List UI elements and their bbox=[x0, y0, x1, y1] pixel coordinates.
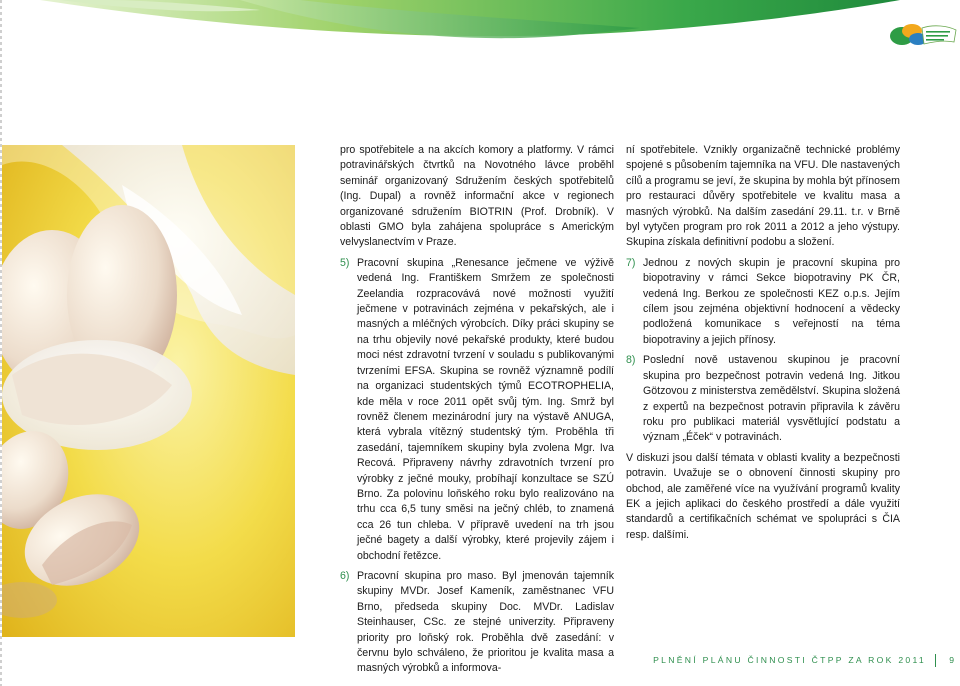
list-item-6 bbox=[340, 569, 614, 677]
garlic-photo bbox=[2, 145, 295, 637]
list-item-7 bbox=[626, 256, 900, 348]
page-number: 9 bbox=[949, 655, 954, 665]
platform-logo-icon bbox=[888, 20, 958, 50]
text-column-right bbox=[626, 143, 900, 543]
list-item-text: Pracovní skupina „Renesance ječmene ve výživě vedená Ing. Františkem Smržem ze společnosti Zeelandia rozpracovává nové možnosti využití ječmene v potravinách zejména v pekařských, ale i masných a mléčných výrobcích. Díky práci skupiny se na trhu objevily nové pekařské produkty, které budou moci nést zdravotní tvrzení v souladu s publikovanými tvrzeními EFSA. Skupina se rovněž významně podílí na organizaci studentských týmů ECOTROPHELIA, kde měla v roce 2011 opět svůj tým. Ing. Smrž byl rovněž členem mezinárodní jury na výstavě ANUGA, která vybrala vítězný studentský tým. Proběhla tři zasedání, tajemníkem skupiny byla zvolena Mgr. Iva Recová. Připraveny návrhy zdravotních tvrzení pro výrobky z ječné mouky, probíhají konzultace se SZÚ Brno. Za polovinu loňského roku bylo realizováno na trhu cca 6,5 tuny směsi na ječný chléb, to znamená cca 26 tun chleba. V přípravě uvedení na trh jsou ječné bagety a další výrobky, které projevily zájem i obchodní řetězce. bbox=[357, 256, 614, 562]
footer-title: PLNĚNÍ PLÁNU ČINNOSTI ČTPP ZA ROK 2011 bbox=[653, 655, 926, 665]
list-number: 6) bbox=[340, 569, 350, 582]
list-number: 8) bbox=[626, 354, 636, 367]
list-item-5 bbox=[340, 256, 614, 564]
list-item-text: Jednou z nových skupin je pracovní skupina pro biopotraviny v rámci Sekce biopotraviny PK ČR, vedená Ing. Berkou ze společnosti KEZ o.p.s. Jejím cílem jsou zejména objektivní hodnocení a vědecky podložená komunikace s veřejností na téma biopotraviny a jejich přínosy. bbox=[643, 256, 900, 346]
footer-divider bbox=[935, 654, 936, 667]
text-column-left bbox=[340, 143, 614, 677]
page-footer bbox=[640, 655, 958, 669]
continuation-paragraph: ní spotřebitele. Vznikly organizačně technické problémy spojené s působením tajemníka na VFU. Dle nastavených cílů a programu se jeví, že skupina by mohla být přínosem pro restauraci důvěry spotřebitele ve kvalitu masa a masných výrobků. Na dalším zasedání 29.11. t.r. v Brně byl vytyčen program pro rok 2011 a 2012 a jeho výstupy. Skupina získala definitivní podobu a složení. bbox=[626, 144, 900, 249]
top-green-banner bbox=[0, 0, 960, 70]
list-item-text: Poslední nově ustavenou skupinou je pracovní skupina pro bezpečnost potravin vedená Ing. Jitkou Götzovou z ministerstva zemědělství. Skupina složená z expertů na bezpečnost potravin připravila k závěru roku pro publikaci materiál vysvětlující podstatu a význam „Éček“ v potravinách. bbox=[643, 354, 900, 444]
closing-paragraph: V diskuzi jsou další témata v oblasti kvality a bezpečnosti potravin. Uvažuje se o obnovení činnosti skupiny pro obchod, ale zaměřené více na využívání programů kvality EK a jejich aplikaci do českého prostředí a dále využití standardů a certifikačních schémat ve spolupráci s ČIA resp. dalšími. bbox=[626, 451, 900, 541]
list-item-text: Pracovní skupina pro maso. Byl jmenován tajemník skupiny MVDr. Josef Kameník, zaměstnanec VFU Brno, předseda skupiny Doc. MVDr. Ladislav Steinhauser, CSc. ze stejné univerzity. Připraveny priority pro loňský rok. Proběhla dvě zasedání: v červnu bylo schváleno, že prioritou je kvalita masa a masných výrobků a informova- bbox=[357, 569, 614, 675]
list-number: 7) bbox=[626, 256, 636, 269]
intro-paragraph: pro spotřebitele a na akcích komory a platformy. V rámci potravinářských čtvrtků na Novotného lávce proběhl seminář organizovaný Sdružením českých spotřebitelů (Ing. Dupal) a rovněž informační akce v regionech organizované sdružením BIOTRIN (Prof. Drobník). V oblasti GMO byla zahájena spolupráce s Americkým velvyslanectvím v Praze. bbox=[340, 144, 614, 249]
list-number: 5) bbox=[340, 256, 350, 269]
list-item-8 bbox=[626, 353, 900, 445]
